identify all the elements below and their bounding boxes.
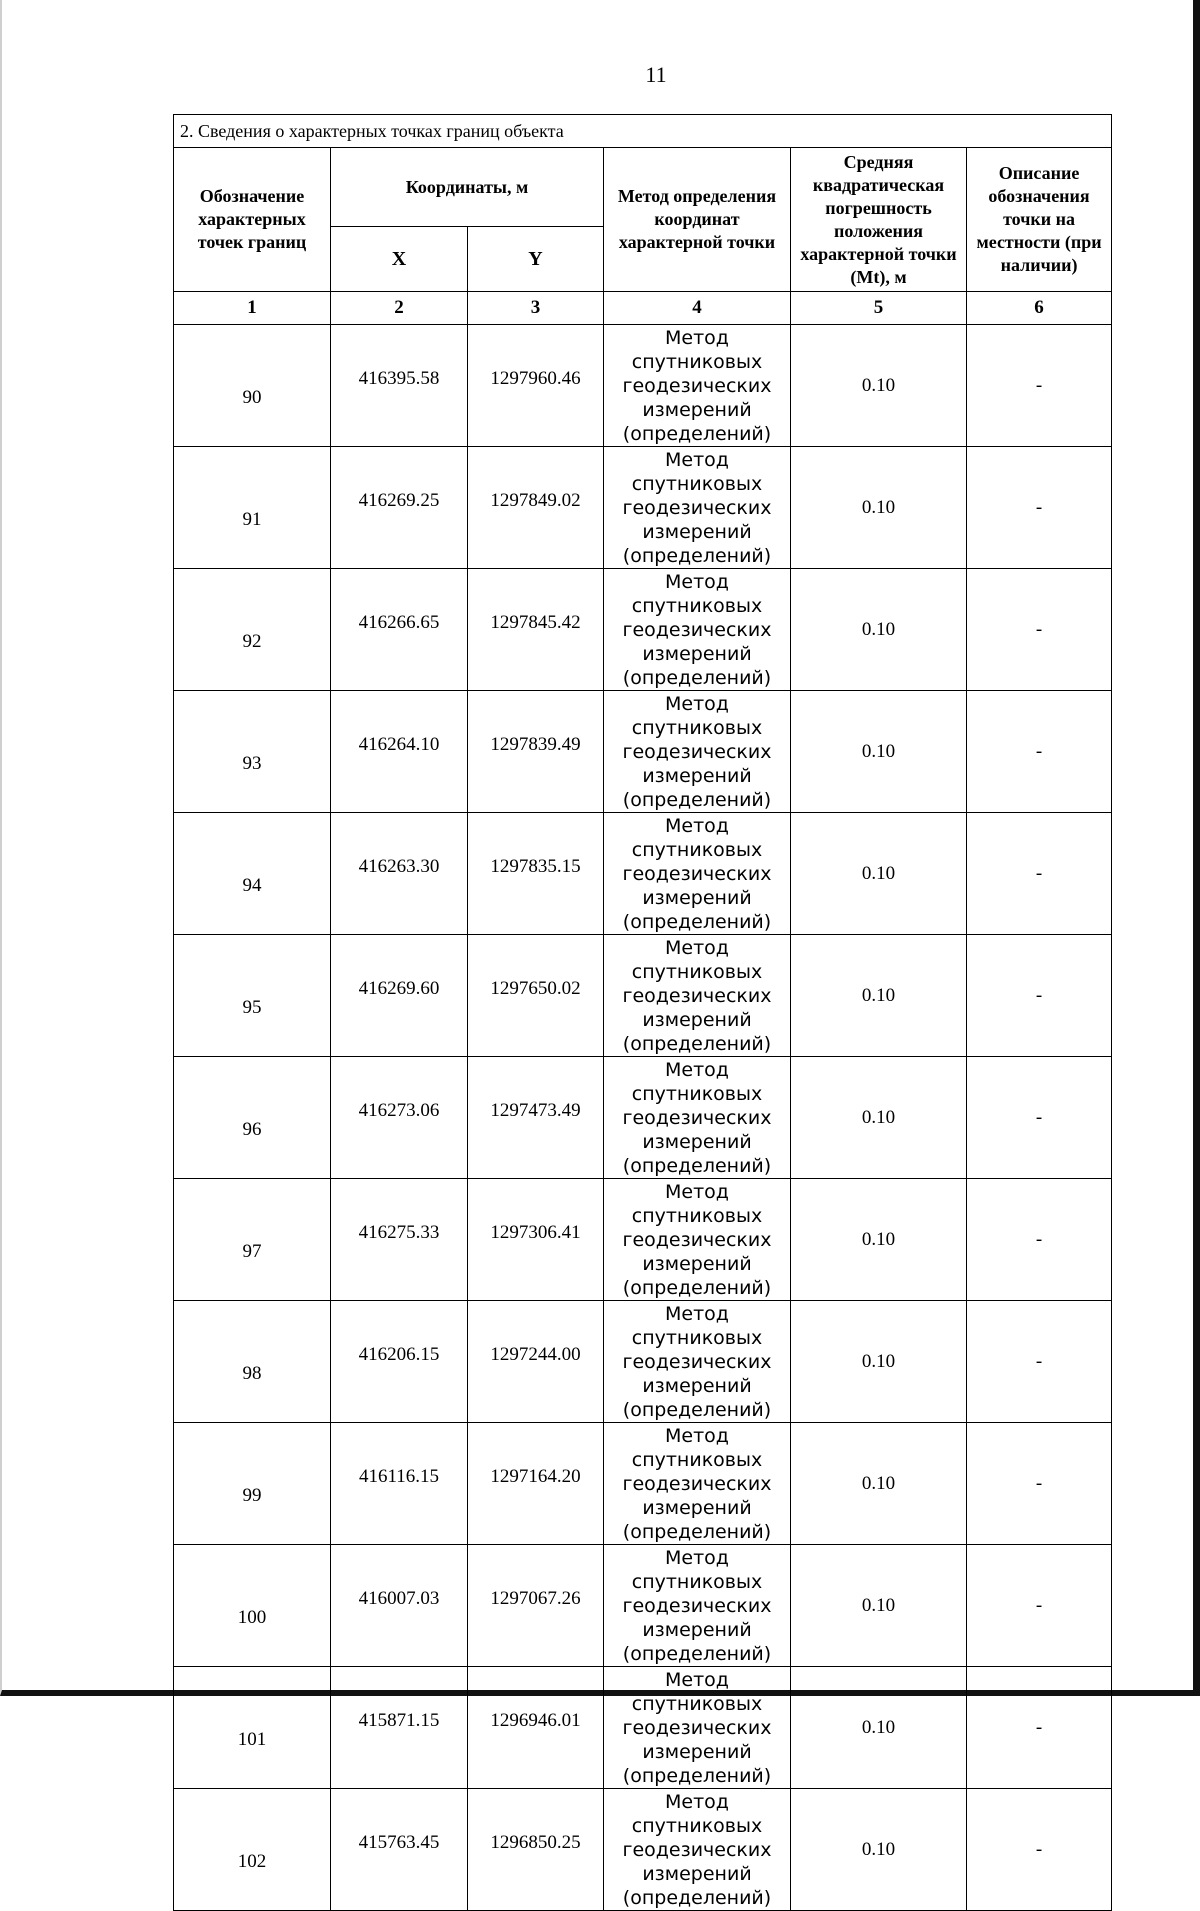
cell-x: 416264.10 — [331, 691, 468, 813]
cell-method: Метод спутниковых геодезических измерений (определений) — [604, 1301, 791, 1423]
cell-method: Метод спутниковых геодезических измерений (определений) — [604, 325, 791, 447]
table-row — [174, 813, 1112, 935]
boundary-points-table — [173, 114, 1112, 1911]
table-row — [174, 1301, 1112, 1423]
column-number: 4 — [604, 292, 791, 325]
table-row — [174, 691, 1112, 813]
cell-method: Метод спутниковых геодезических измерений (определений) — [604, 813, 791, 935]
cell-error: 0.10 — [791, 1301, 967, 1423]
cell-y: 1297164.20 — [468, 1423, 604, 1545]
cell-method: Метод спутниковых геодезических измерений (определений) — [604, 1423, 791, 1545]
cell-x: 416116.15 — [331, 1423, 468, 1545]
cell-error: 0.10 — [791, 1667, 967, 1789]
header-method: Метод определения координат характерной точки — [604, 148, 791, 292]
cell-point-id: 101 — [174, 1667, 331, 1789]
cell-method: Метод спутниковых геодезических измерений (определений) — [604, 569, 791, 691]
cell-error: 0.10 — [791, 1545, 967, 1667]
table-row — [174, 447, 1112, 569]
column-numbers-row — [174, 292, 1112, 325]
cell-method: Метод спутниковых геодезических измерений (определений) — [604, 1179, 791, 1301]
cell-desc: - — [967, 1423, 1112, 1545]
cell-desc: - — [967, 1179, 1112, 1301]
cell-point-id: 91 — [174, 447, 331, 569]
cell-point-id: 100 — [174, 1545, 331, 1667]
cell-method: Метод спутниковых геодезических измерений (определений) — [604, 1789, 791, 1911]
cell-desc: - — [967, 935, 1112, 1057]
cell-y: 1297067.26 — [468, 1545, 604, 1667]
cell-method: Метод спутниковых геодезических измерений (определений) — [604, 1545, 791, 1667]
cell-method: Метод спутниковых геодезических измерений (определений) — [604, 935, 791, 1057]
cell-error: 0.10 — [791, 935, 967, 1057]
cell-method: Метод спутниковых геодезических измерений (определений) — [604, 1667, 791, 1789]
column-number: 1 — [174, 292, 331, 325]
cell-error: 0.10 — [791, 447, 967, 569]
table-row — [174, 1789, 1112, 1911]
cell-x: 415871.15 — [331, 1667, 468, 1789]
cell-y: 1297835.15 — [468, 813, 604, 935]
cell-x: 415763.45 — [331, 1789, 468, 1911]
header-desc: Описание обозначения точки на местности (при наличии) — [967, 148, 1112, 292]
cell-desc: - — [967, 691, 1112, 813]
cell-x: 416269.60 — [331, 935, 468, 1057]
cell-point-id: 90 — [174, 325, 331, 447]
cell-y: 1296850.25 — [468, 1789, 604, 1911]
cell-error: 0.10 — [791, 1789, 967, 1911]
cell-x: 416275.33 — [331, 1179, 468, 1301]
cell-x: 416007.03 — [331, 1545, 468, 1667]
cell-x: 416273.06 — [331, 1057, 468, 1179]
header-y: Y — [468, 227, 604, 292]
table-row — [174, 325, 1112, 447]
cell-desc: - — [967, 1057, 1112, 1179]
cell-y: 1297845.42 — [468, 569, 604, 691]
table-row — [174, 1057, 1112, 1179]
cell-desc: - — [967, 569, 1112, 691]
header-error: Средняя квадратическая погрешность положения характерной точки (Mt), м — [791, 148, 967, 292]
cell-method: Метод спутниковых геодезических измерений (определений) — [604, 691, 791, 813]
header-coords: Координаты, м — [331, 148, 604, 227]
column-number: 2 — [331, 292, 468, 325]
table-caption: 2. Сведения о характерных точках границ объекта — [174, 115, 1112, 148]
header-x: X — [331, 227, 468, 292]
table-row — [174, 1179, 1112, 1301]
column-number: 5 — [791, 292, 967, 325]
cell-x: 416206.15 — [331, 1301, 468, 1423]
cell-error: 0.10 — [791, 569, 967, 691]
cell-x: 416269.25 — [331, 447, 468, 569]
cell-desc: - — [967, 1545, 1112, 1667]
table-row — [174, 935, 1112, 1057]
cell-point-id: 102 — [174, 1789, 331, 1911]
cell-point-id: 96 — [174, 1057, 331, 1179]
cell-error: 0.10 — [791, 325, 967, 447]
column-number: 6 — [967, 292, 1112, 325]
cell-error: 0.10 — [791, 1057, 967, 1179]
cell-point-id: 99 — [174, 1423, 331, 1545]
cell-method: Метод спутниковых геодезических измерений (определений) — [604, 1057, 791, 1179]
cell-x: 416263.30 — [331, 813, 468, 935]
cell-error: 0.10 — [791, 691, 967, 813]
cell-method: Метод спутниковых геодезических измерений (определений) — [604, 447, 791, 569]
cell-y: 1297849.02 — [468, 447, 604, 569]
cell-y: 1297650.02 — [468, 935, 604, 1057]
column-number: 3 — [468, 292, 604, 325]
cell-y: 1297839.49 — [468, 691, 604, 813]
cell-point-id: 98 — [174, 1301, 331, 1423]
cell-desc: - — [967, 447, 1112, 569]
cell-x: 416395.58 — [331, 325, 468, 447]
cell-y: 1297244.00 — [468, 1301, 604, 1423]
cell-desc: - — [967, 325, 1112, 447]
cell-point-id: 97 — [174, 1179, 331, 1301]
cell-error: 0.10 — [791, 1423, 967, 1545]
cell-desc: - — [967, 813, 1112, 935]
cell-y: 1297473.49 — [468, 1057, 604, 1179]
cell-desc: - — [967, 1301, 1112, 1423]
cell-x: 416266.65 — [331, 569, 468, 691]
table-row — [174, 569, 1112, 691]
table-row — [174, 1545, 1112, 1667]
cell-point-id: 92 — [174, 569, 331, 691]
table-row — [174, 1423, 1112, 1545]
cell-error: 0.10 — [791, 813, 967, 935]
header-point: Обозначение характерных точек границ — [174, 148, 331, 292]
cell-y: 1297306.41 — [468, 1179, 604, 1301]
cell-desc: - — [967, 1667, 1112, 1789]
cell-point-id: 93 — [174, 691, 331, 813]
cell-y: 1296946.01 — [468, 1667, 604, 1789]
cell-y: 1297960.46 — [468, 325, 604, 447]
page-number: 11 — [645, 62, 667, 87]
cell-point-id: 94 — [174, 813, 331, 935]
table-row — [174, 1667, 1112, 1789]
cell-point-id: 95 — [174, 935, 331, 1057]
cell-desc: - — [967, 1789, 1112, 1911]
cell-error: 0.10 — [791, 1179, 967, 1301]
